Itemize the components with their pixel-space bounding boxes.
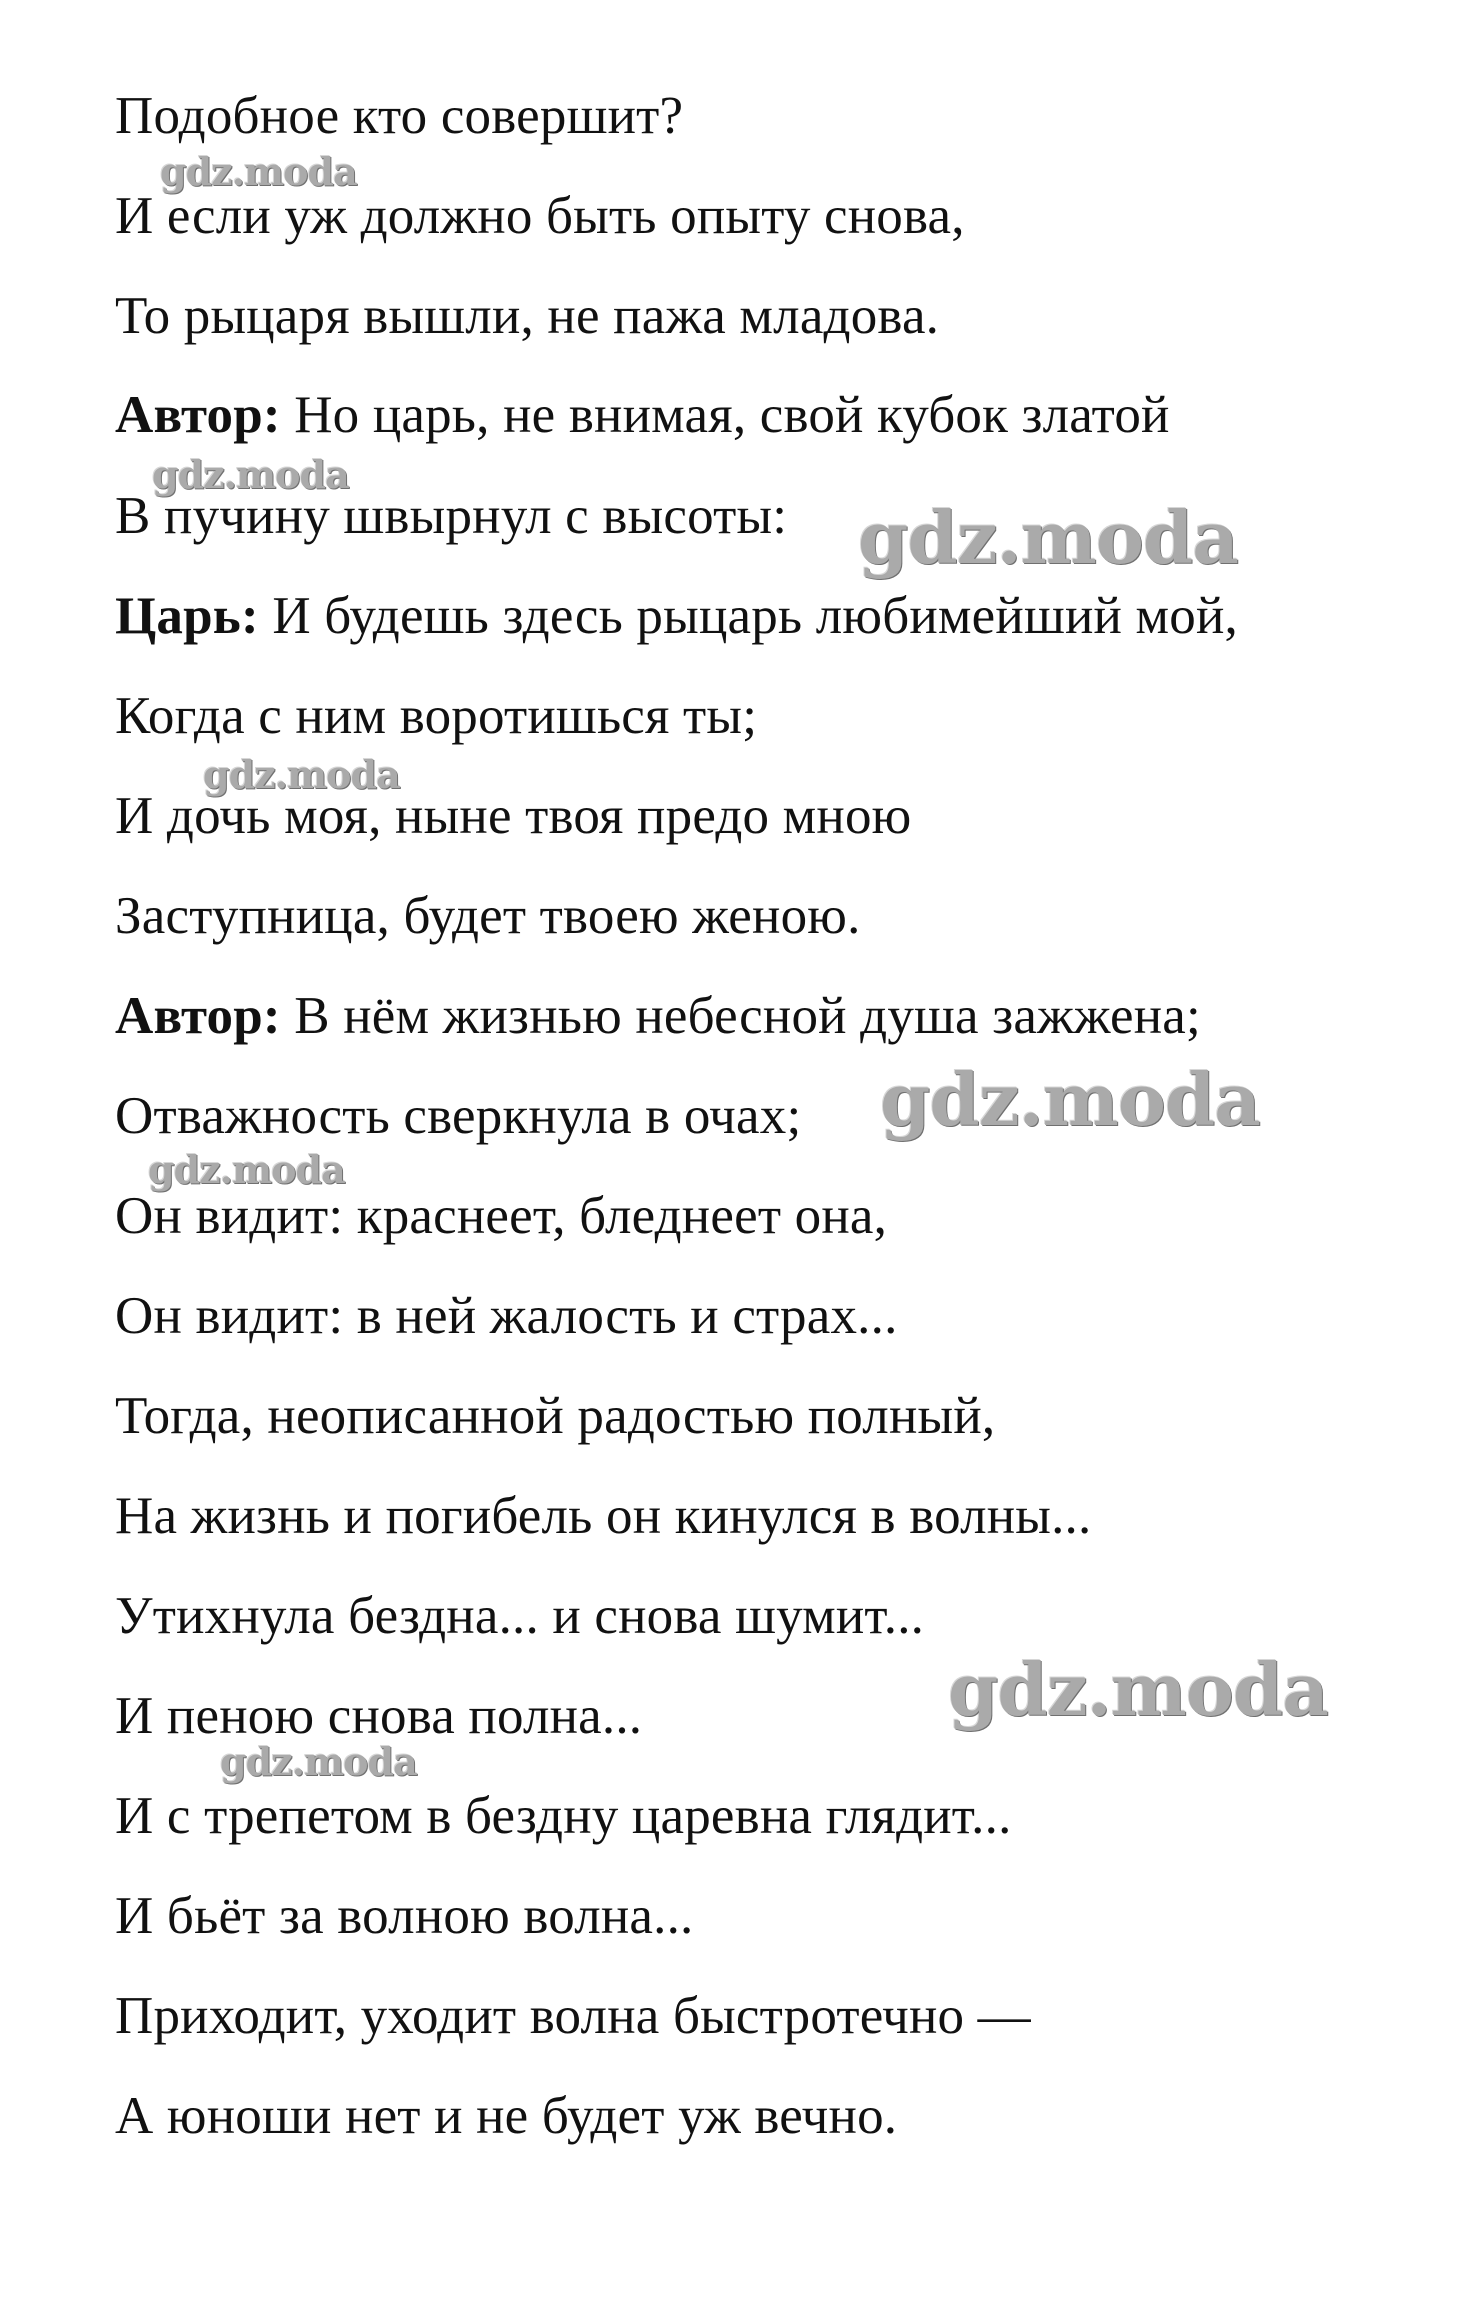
- poem-line: [115, 486, 787, 546]
- watermark: gdz.moda: [203, 752, 400, 797]
- speaker-label: Царь:: [115, 587, 259, 645]
- line-text: В нём жизнью небесной душа зажжена;: [280, 987, 1201, 1045]
- poem-line: [115, 1286, 898, 1346]
- line-text: И пеною снова полна...: [115, 1687, 643, 1745]
- watermark: gdz.moda: [148, 1147, 345, 1192]
- poem-line: [115, 86, 683, 146]
- poem-line: [115, 1686, 642, 1746]
- poem-line: [115, 1586, 924, 1646]
- poem-line: [115, 1486, 1091, 1546]
- line-text: Заступница, будет твоею женою.: [115, 887, 861, 945]
- watermark: gdz.moda: [948, 1647, 1328, 1732]
- poem-line: [115, 686, 757, 746]
- poem-line: [115, 385, 1170, 445]
- poem-line: [115, 886, 861, 946]
- poem-line: [115, 1786, 1012, 1846]
- line-text: Когда с ним воротишься ты;: [115, 687, 758, 745]
- line-text: На жизнь и погибель он кинулся в волны...: [115, 1487, 1092, 1545]
- watermark: gdz.moda: [160, 149, 357, 194]
- poem-line: [115, 1086, 801, 1146]
- poem-line: [115, 786, 911, 846]
- line-text: Отважность сверкнула в очах;: [115, 1087, 802, 1145]
- poem-line: [115, 186, 965, 246]
- line-text: Он видит: в ней жалость и страх...: [115, 1287, 898, 1345]
- speaker-label: Автор:: [115, 987, 281, 1045]
- poem-line: [115, 586, 1238, 646]
- line-text: Тогда, неописанной радостью полный,: [115, 1387, 996, 1445]
- line-text: Он видит: краснеет, бледнеет она,: [115, 1187, 888, 1245]
- watermark: gdz.moda: [220, 1739, 417, 1784]
- poem-line: [115, 286, 939, 346]
- watermark: gdz.moda: [880, 1057, 1260, 1142]
- poem-line: [115, 986, 1201, 1046]
- line-text: Подобное кто совершит?: [115, 87, 684, 145]
- poem-line: [115, 1386, 995, 1446]
- line-text: И с трепетом в бездну царевна глядит...: [115, 1787, 1012, 1845]
- line-text: А юноши нет и не будет уж вечно.: [115, 2087, 898, 2145]
- line-text: Приходит, уходит волна быстротечно —: [115, 1987, 1031, 2045]
- line-text: И если уж должно быть опыту снова,: [115, 187, 965, 245]
- watermark: gdz.moda: [858, 495, 1238, 580]
- line-text: И бьёт за волною волна...: [115, 1887, 694, 1945]
- poem-line: [115, 2086, 897, 2146]
- poem-line: [115, 1986, 1031, 2046]
- line-text: Но царь, не внимая, свой кубок златой: [280, 386, 1170, 444]
- line-text: В пучину швырнул с высоты:: [115, 487, 788, 545]
- line-text: И дочь моя, ныне твоя предо мною: [115, 787, 912, 845]
- poem-line: [115, 1186, 887, 1246]
- line-text: И будешь здесь рыцарь любимейший мой,: [258, 587, 1238, 645]
- poem-line: [115, 1886, 693, 1946]
- speaker-label: Автор:: [115, 386, 281, 444]
- line-text: Утихнула бездна... и снова шумит...: [115, 1587, 925, 1645]
- line-text: То рыцаря вышли, не пажа младова.: [115, 287, 940, 345]
- watermark: gdz.moda: [152, 452, 349, 497]
